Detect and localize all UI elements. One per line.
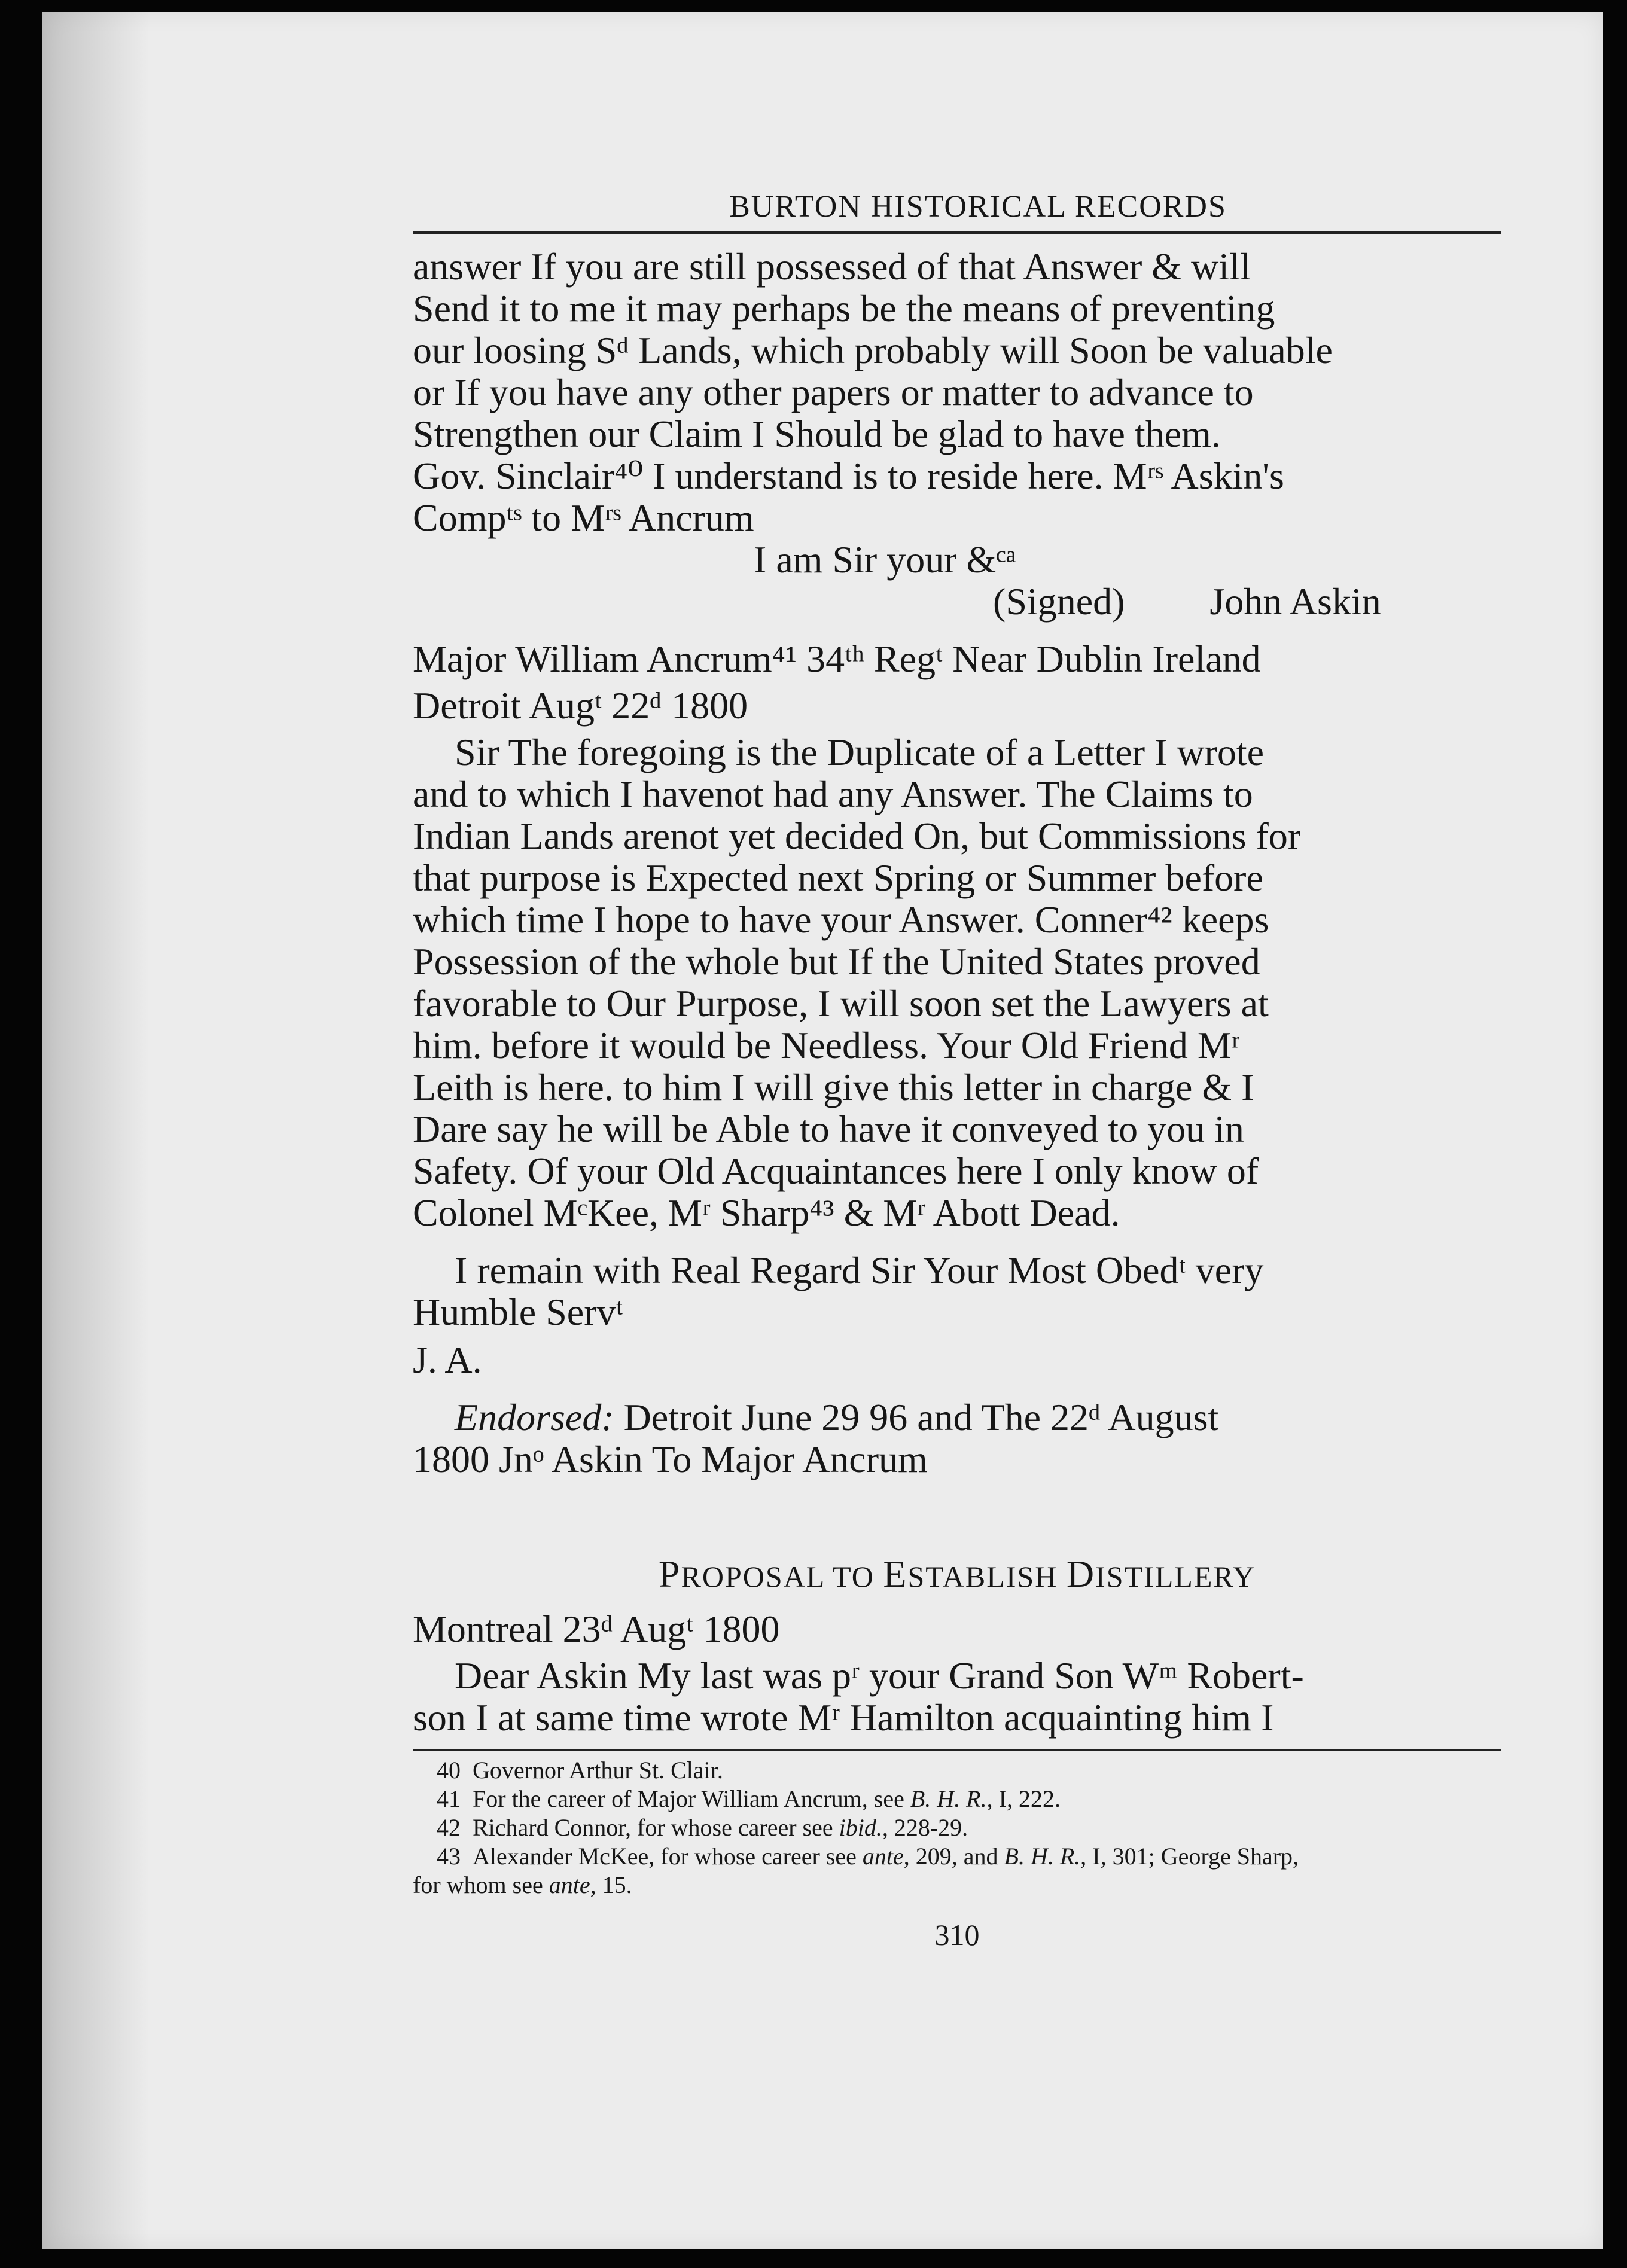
letter-3	[413, 1608, 1501, 1739]
letter-2-closing-line: Humble Servᵗ	[413, 1291, 623, 1333]
footnotes	[413, 1749, 1501, 1900]
letter-2-line: Indian Lands arenot yet decided On, but Commissions for	[413, 815, 1301, 857]
letter-3-line: Dear Askin My last was pʳ your Grand Son Wᵐ Robert-	[455, 1654, 1304, 1697]
letter-3-dateline: Montreal 23ᵈ Augᵗ 1800	[413, 1608, 780, 1650]
footnote-43-continued: for whom see ante, 15.	[413, 1871, 632, 1898]
letter-1-line: or If you have any other papers or matter to advance to	[413, 371, 1254, 413]
letter-1-line: Compᵗˢ to Mʳˢ Ancrum	[413, 496, 754, 539]
letter-2-line: Leith is here. to him I will give this letter in charge & I	[413, 1066, 1254, 1108]
page-number: 310	[934, 1918, 980, 1952]
letter-1-line: Gov. Sinclair⁴⁰ I understand is to reside here. Mʳˢ Askin's	[413, 455, 1284, 497]
endorsement-text: Detroit June 29 96 and The 22ᵈ August	[614, 1396, 1219, 1438]
letter-2-line: him. before it would be Needless. Your Old Friend Mʳ	[413, 1024, 1240, 1066]
letter-1-line: answer If you are still possessed of that Answer & will	[413, 245, 1251, 288]
letter-2-dateline: Detroit Augᵗ 22ᵈ 1800	[413, 684, 748, 727]
letter-3-line: son I at same time wrote Mʳ Hamilton acquainting him I	[413, 1696, 1274, 1739]
signature: John Askin	[1209, 580, 1381, 623]
scan-shadow	[42, 12, 150, 2249]
letter-1-line: our loosing Sᵈ Lands, which probably will Soon be valuable	[413, 329, 1333, 371]
letter-1-line: Send it to me it may perhaps be the means of preventing	[413, 287, 1275, 330]
footnote-41: 41 For the career of Major William Ancrum, see B. H. R., I, 222.	[437, 1785, 1061, 1812]
letter-1	[413, 246, 1501, 680]
letter-2-line: favorable to Our Purpose, I will soon set the Lawyers at	[413, 982, 1269, 1025]
endorsement-line: 1800 Jnᵒ Askin To Major Ancrum	[413, 1438, 928, 1480]
letter-2-line: Dare say he will be Able to have it conveyed to you in	[413, 1108, 1244, 1150]
endorsed-label: Endorsed:	[455, 1396, 614, 1438]
letter-1-signature-line	[413, 581, 1501, 623]
letter-2-line: which time I hope to have your Answer. Conner⁴² keeps	[413, 898, 1269, 941]
section-title: PROPOSAL TO ESTABLISH DISTILLERY	[658, 1553, 1256, 1595]
letter-2-line: Sir The foregoing is the Duplicate of a Letter I wrote	[455, 731, 1265, 773]
footnote-40: 40 Governor Arthur St. Clair.	[437, 1757, 723, 1784]
signed-label: (Signed)	[993, 580, 1125, 623]
letter-2-closing-line: I remain with Real Regard Sir Your Most Obedᵗ very	[455, 1249, 1264, 1291]
letter-2-line: that purpose is Expected next Spring or Summer before	[413, 856, 1263, 899]
letter-2-initials: J. A.	[413, 1339, 482, 1381]
footnote-43: 43 Alexander McKee, for whose career see ante, 209, and B. H. R., I, 301; George Sharp,	[437, 1843, 1299, 1870]
letter-1-line: Strengthen our Claim I Should be glad to have them.	[413, 413, 1221, 455]
running-header: BURTON HISTORICAL RECORDS	[413, 189, 1501, 234]
letter-1-address: Major William Ancrum⁴¹ 34ᵗʰ Regᵗ Near Dublin Ireland	[413, 638, 1261, 680]
letter-2	[413, 685, 1501, 1480]
page-content	[413, 189, 1501, 1952]
footnote-42: 42 Richard Connor, for whose career see ibid., 228-29.	[437, 1814, 968, 1841]
letter-2-line: and to which I havenot had any Answer. The Claims to	[413, 773, 1253, 815]
letter-1-closing: I am Sir your &ᶜᵃ	[754, 538, 1017, 581]
letter-2-line: Safety. Of your Old Acquaintances here I only know of	[413, 1150, 1259, 1192]
endorsement-line	[413, 1397, 1501, 1438]
letter-2-line: Colonel MᶜKee, Mʳ Sharp⁴³ & Mʳ Abott Dead.	[413, 1191, 1120, 1234]
letter-2-line: Possession of the whole but If the United States proved	[413, 940, 1260, 983]
